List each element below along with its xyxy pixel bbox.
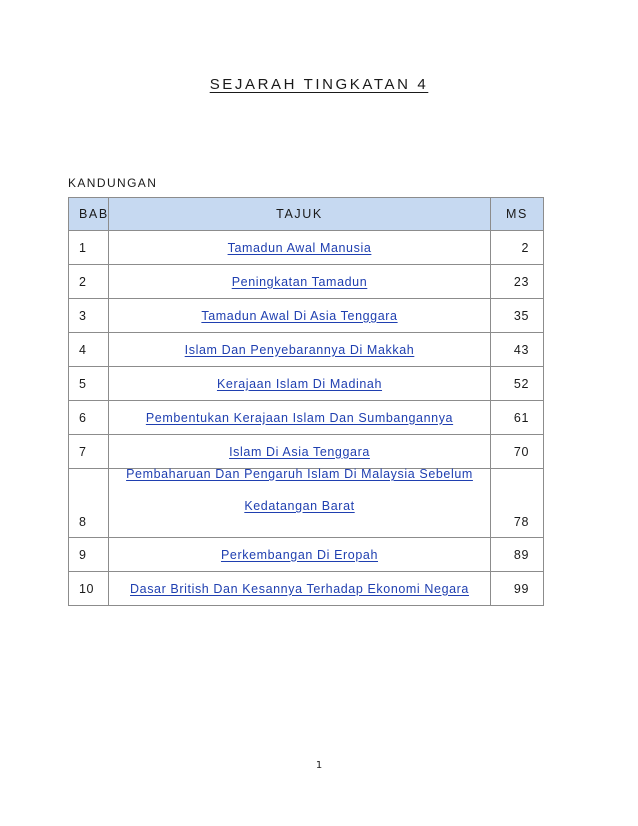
chapter-title-cell	[109, 469, 491, 538]
chapter-title-cell	[109, 401, 491, 435]
chapter-number: 8	[69, 469, 109, 538]
page-ref: 23	[491, 265, 544, 299]
chapter-link[interactable]: Islam Di Asia Tenggara	[229, 444, 370, 459]
chapter-link[interactable]: Peningkatan Tamadun	[231, 274, 368, 289]
chapter-number: 3	[69, 299, 109, 333]
page-title: SEJARAH TINGKATAN 4	[209, 76, 429, 93]
chapter-number: 10	[69, 572, 109, 606]
table-row	[69, 572, 544, 606]
page-ref: 70	[491, 435, 544, 469]
chapter-number: 4	[69, 333, 109, 367]
contents-table	[68, 197, 544, 606]
table-row	[69, 469, 544, 538]
page-number: 1	[315, 760, 323, 771]
table-row	[69, 265, 544, 299]
chapter-link[interactable]: Tamadun Awal Manusia	[227, 240, 372, 255]
chapter-link[interactable]: Dasar British Dan Kesannya Terhadap Ekonomi Negara	[130, 581, 469, 596]
chapter-link[interactable]: Perkembangan Di Eropah	[220, 547, 379, 562]
table-row	[69, 299, 544, 333]
chapter-number: 2	[69, 265, 109, 299]
chapter-number: 5	[69, 367, 109, 401]
table-header-row	[69, 198, 544, 231]
table-row	[69, 538, 544, 572]
page-ref: 2	[491, 231, 544, 265]
chapter-number: 7	[69, 435, 109, 469]
chapter-link[interactable]: Islam Dan Penyebarannya Di Makkah	[184, 342, 415, 357]
column-header-ms: MS	[491, 198, 544, 231]
table-row	[69, 333, 544, 367]
chapter-link-continued[interactable]: Kedatangan Barat	[244, 499, 355, 513]
page-ref: 43	[491, 333, 544, 367]
chapter-number: 6	[69, 401, 109, 435]
table-row	[69, 435, 544, 469]
chapter-link[interactable]: Tamadun Awal Di Asia Tenggara	[201, 308, 398, 323]
chapter-title-cell	[109, 265, 491, 299]
chapter-title-cell	[109, 299, 491, 333]
chapter-number: 9	[69, 538, 109, 572]
page-ref: 52	[491, 367, 544, 401]
page-ref: 89	[491, 538, 544, 572]
chapter-title-cell	[109, 538, 491, 572]
contents-label: KANDUNGAN	[68, 176, 158, 190]
chapter-link[interactable]: Pembentukan Kerajaan Islam Dan Sumbangannya	[145, 410, 454, 425]
chapter-title-cell	[109, 367, 491, 401]
chapter-link[interactable]: Pembaharuan Dan Pengaruh Islam Di Malaysia Sebelum	[126, 467, 473, 481]
page-ref: 35	[491, 299, 544, 333]
table-row	[69, 401, 544, 435]
table-row	[69, 231, 544, 265]
chapter-number: 1	[69, 231, 109, 265]
table-row	[69, 367, 544, 401]
chapter-title-cell	[109, 231, 491, 265]
page-ref: 78	[491, 469, 544, 538]
page-ref: 61	[491, 401, 544, 435]
chapter-title-cell	[109, 572, 491, 606]
page-ref: 99	[491, 572, 544, 606]
column-header-bab: BAB	[69, 198, 109, 231]
chapter-title-cell	[109, 435, 491, 469]
column-header-tajuk: TAJUK	[109, 198, 491, 231]
chapter-link[interactable]: Kerajaan Islam Di Madinah	[216, 376, 383, 391]
chapter-title-cell	[109, 333, 491, 367]
